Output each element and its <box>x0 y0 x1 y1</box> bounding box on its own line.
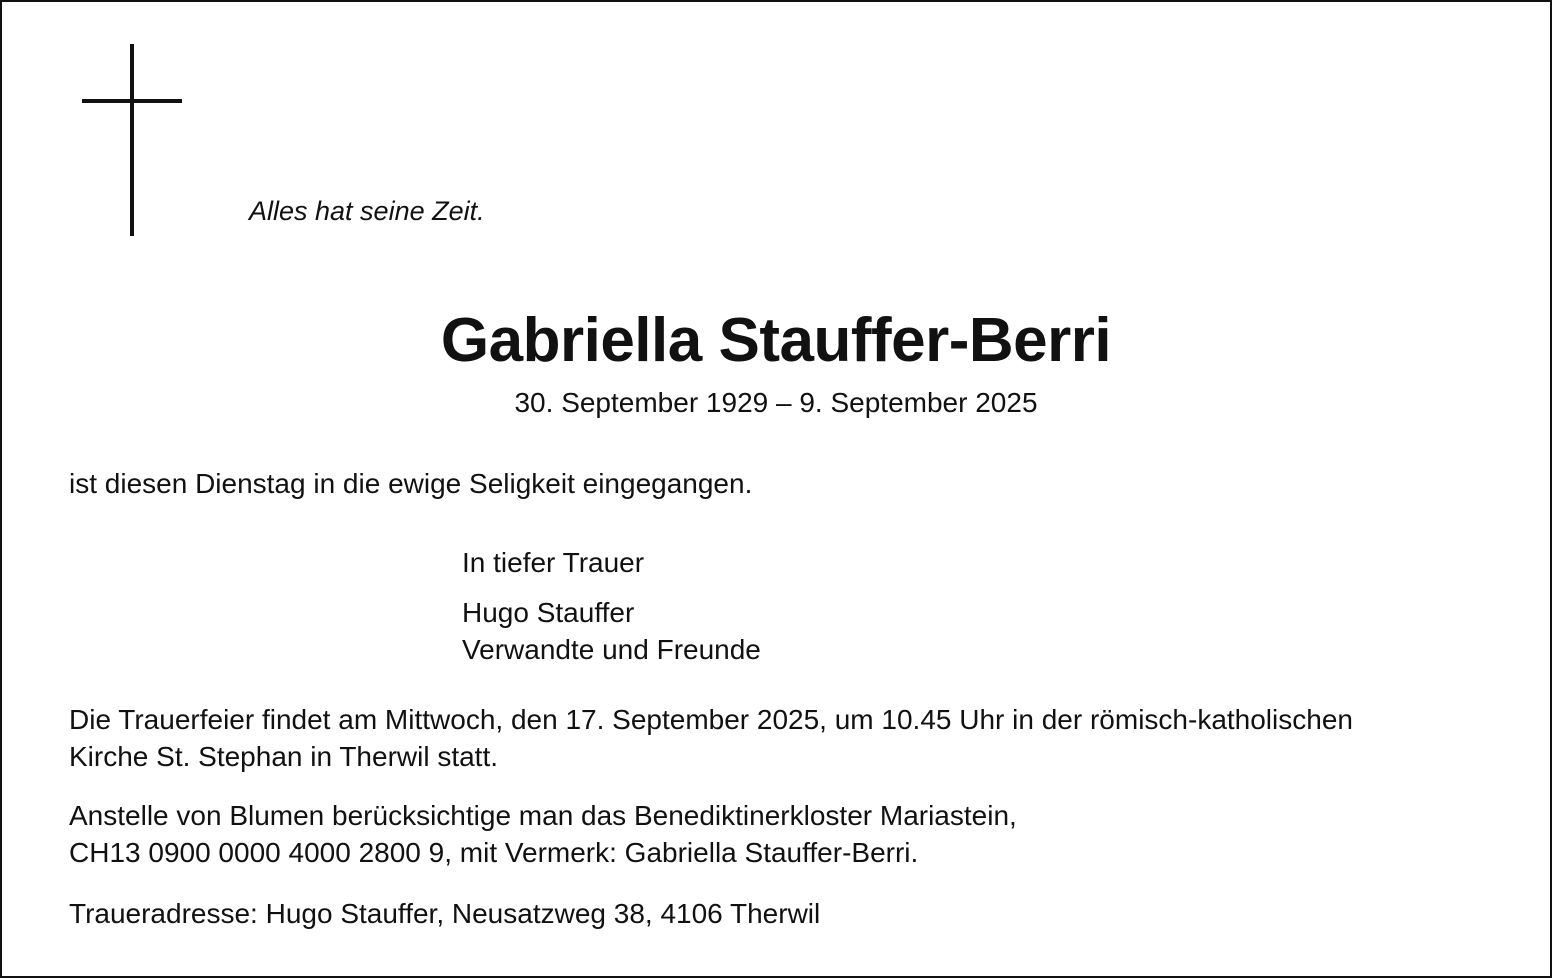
cross-horizontal-bar <box>82 99 182 103</box>
donation-info <box>69 797 1017 871</box>
life-dates: 30. September 1929 – 9. September 2025 <box>514 387 1038 418</box>
cross-icon <box>82 44 182 236</box>
ceremony-line: Die Trauerfeier findet am Mittwoch, den 17. September 2025, um 10.45 Uhr in der römisch-katholischen <box>69 704 1353 735</box>
donation-line: CH13 0900 0000 4000 2800 9, mit Vermerk: Gabriella Stauffer-Berri. <box>69 837 919 868</box>
deceased-name: Gabriella Stauffer-Berri <box>440 306 1112 375</box>
ceremony-info <box>69 701 1353 775</box>
ceremony-line: Kirche St. Stephan in Therwil statt. <box>69 741 499 772</box>
motto: Alles hat seine Zeit. <box>249 196 485 226</box>
mourners-block <box>462 594 761 668</box>
cross-vertical-bar <box>130 44 134 236</box>
grief-line: In tiefer Trauer <box>462 547 645 578</box>
donation-line: Anstelle von Blumen berücksichtige man das Benediktinerkloster Mariastein, <box>69 800 1017 831</box>
intro-text: ist diesen Dienstag in die ewige Seligkeit eingegangen. <box>69 468 753 499</box>
mourner-group: Verwandte und Freunde <box>462 634 761 665</box>
mourning-address: Traueradresse: Hugo Stauffer, Neusatzweg 38, 4106 Therwil <box>69 898 821 929</box>
mourner-name: Hugo Stauffer <box>462 597 635 628</box>
